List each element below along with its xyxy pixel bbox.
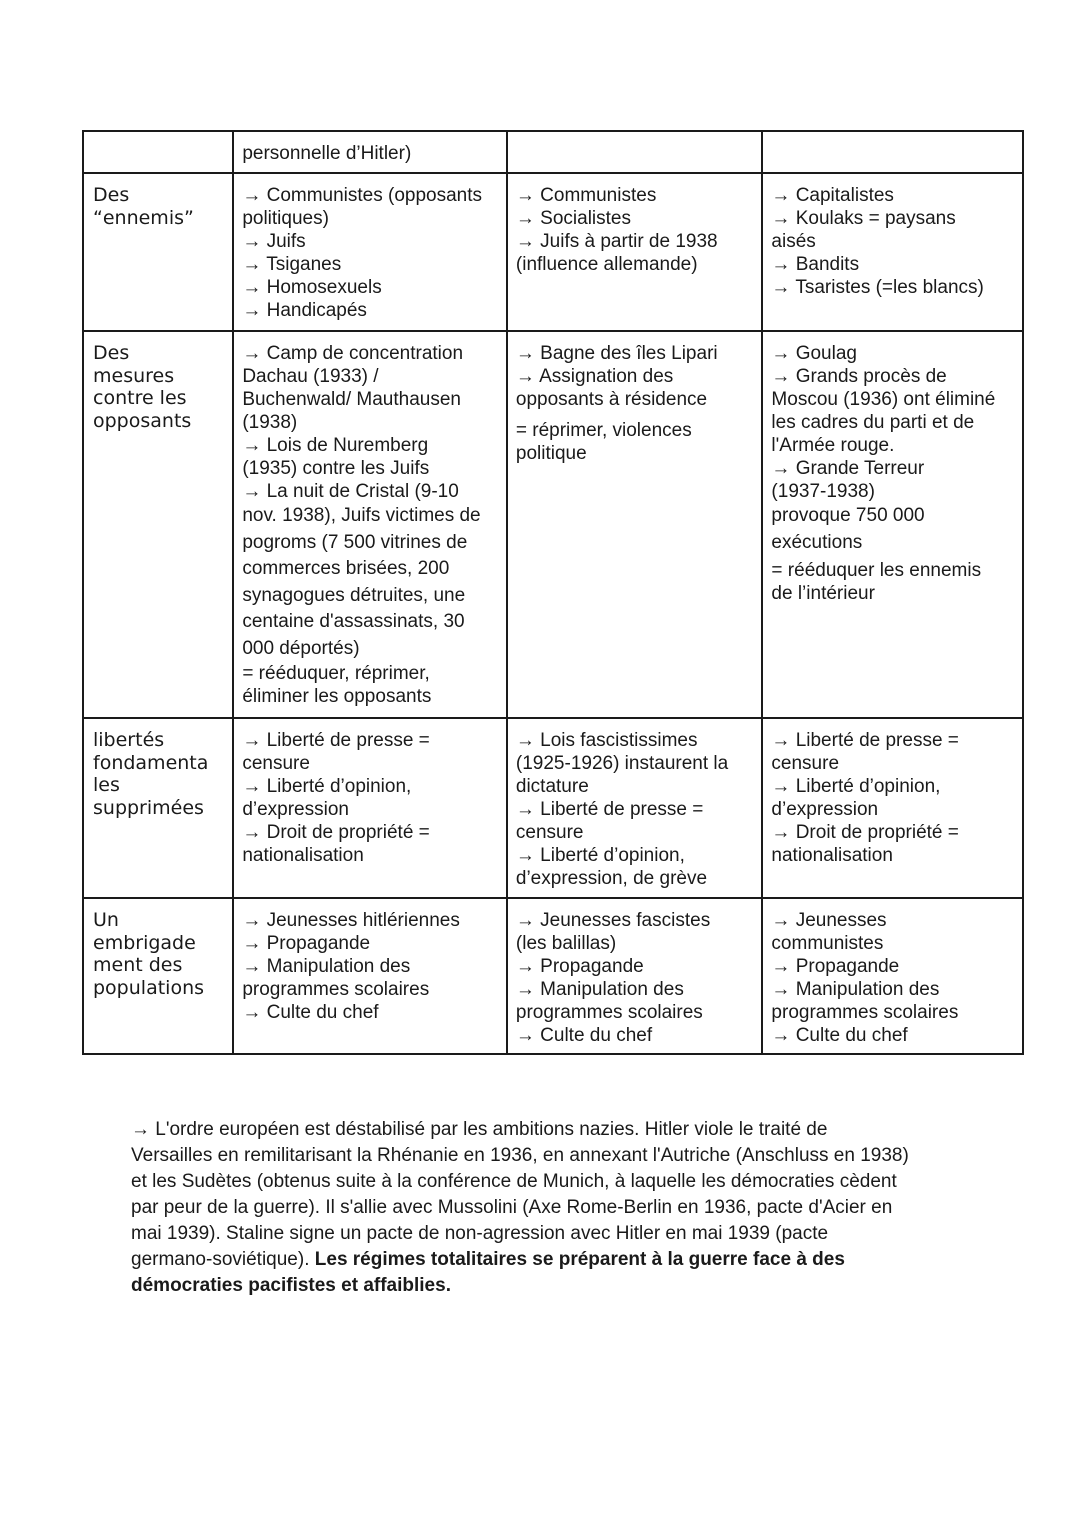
cell-text-line: d’expression (771, 799, 879, 820)
cell-text-line: pogroms (7 500 vitrines de (242, 531, 468, 553)
cell-text-line: → Grands procès de (771, 366, 947, 387)
cell-text-line: → Koulaks = paysans (771, 208, 956, 229)
cell-text-line: aisés (771, 231, 816, 252)
cell-text-line: → Propagande (771, 956, 900, 977)
cell-text-line: censure (242, 753, 310, 774)
cell-text-line: Un (93, 909, 119, 931)
cell-text-line: → Liberté de presse = (242, 730, 430, 751)
cell-text-line: → Culte du chef (242, 1002, 379, 1023)
conclusion-emphasis: Les régimes totalitaires se préparent à la guerre face à des (314, 1249, 845, 1270)
cell-text-line: dictature (515, 776, 589, 797)
conclusion-text: germano-soviétique). (131, 1249, 315, 1270)
conclusion-paragraph (131, 1117, 1011, 1299)
nazi-cell (233, 718, 507, 898)
table-row (83, 173, 1023, 331)
cell-text-line: Buchenwald/ Mauthausen (242, 389, 461, 410)
row-header-cell (83, 331, 233, 718)
cell-text-line: → Manipulation des (771, 979, 940, 1000)
cell-text-line: → Droit de propriété = (242, 822, 430, 843)
cell-text-line: (1925-1926) instaurent la (515, 753, 729, 774)
cell-text-line: → Manipulation des (242, 956, 411, 977)
conclusion-line (131, 1247, 1011, 1273)
nazi-cell (233, 131, 507, 173)
cell-text-line: → Culte du chef (515, 1025, 653, 1046)
cell-text-line: de l’intérieur (771, 583, 875, 604)
cell-text-line: les (93, 774, 120, 796)
table-row (83, 718, 1023, 898)
cell-text-line: → Liberté d’opinion, (771, 776, 941, 797)
cell-text-line: → Grande Terreur (771, 458, 925, 479)
cell-text-line: opposants (93, 409, 192, 432)
cell-text-line: → Droit de propriété = (771, 822, 959, 843)
cell-text-line: supprimées (93, 796, 204, 819)
row-header-cell (83, 131, 233, 173)
cell-text-line: Dachau (1933) / (242, 366, 379, 387)
cell-text-line: = réprimer, violences (515, 420, 692, 441)
cell-text-line: → Liberté d’opinion, (515, 845, 685, 866)
row-header-cell (83, 718, 233, 898)
fascist-cell (507, 898, 763, 1054)
cell-text-line: censure (515, 822, 584, 843)
cell-text-line: → Tsaristes (=les blancs) (771, 277, 984, 298)
cell-text-line: Des (93, 342, 130, 364)
table-row (83, 898, 1023, 1054)
cell-text-line: nov. 1938), Juifs victimes de (242, 505, 481, 526)
cell-text-line: embrigade (93, 931, 196, 954)
cell-text-line: (les balillas) (515, 933, 617, 954)
cell-text-line: = rééduquer, réprimer, (242, 663, 430, 684)
cell-text-line: → Propagande (515, 956, 644, 977)
cell-text-line: “ennemis” (93, 206, 194, 229)
cell-text-line: ment des (93, 954, 183, 976)
cell-text-line: → Communistes (515, 185, 657, 206)
fascist-cell (507, 131, 763, 173)
cell-text-line: politique (515, 443, 587, 464)
cell-text-line: programmes scolaires (515, 1002, 703, 1023)
cell-text-line: éliminer les opposants (242, 686, 432, 707)
cell-text-line: commerces brisées, 200 (242, 558, 450, 579)
cell-text-line: personnelle d’Hitler) (242, 143, 412, 164)
cell-text-line: communistes (771, 933, 884, 954)
row-header-cell (83, 898, 233, 1054)
fascist-cell (507, 718, 763, 898)
soviet-cell (762, 898, 1023, 1054)
cell-text-line: synagogues détruites, une (242, 584, 466, 606)
cell-text-line: populations (93, 976, 205, 999)
cell-text-line: → Capitalistes (771, 185, 894, 206)
comparison-table (82, 130, 1024, 1055)
cell-text-line: → Jeunesses hitlériennes (242, 910, 460, 931)
cell-text-line: → Lois fascistissimes (515, 730, 698, 751)
cell-text-line: nationalisation (242, 845, 364, 866)
conclusion-line: Versailles en remilitarisant la Rhénanie en 1936, en annexant l'Autriche (Anschluss en 1938) (131, 1145, 909, 1166)
cell-text-line: → Bagne des îles Lipari (515, 343, 718, 364)
cell-text-line: libertés (93, 729, 165, 751)
table-row (83, 131, 1023, 173)
cell-text-line: → Juifs (242, 231, 306, 252)
cell-text-line: programmes scolaires (242, 979, 430, 1000)
conclusion-line: → L'ordre européen est déstabilisé par les ambitions nazies. Hitler viole le traité de (131, 1119, 828, 1140)
nazi-cell (233, 173, 507, 331)
cell-text-line: → Handicapés (242, 300, 367, 321)
table-row (83, 331, 1023, 718)
cell-text-line: 000 déportés) (242, 637, 360, 659)
cell-text-line: → La nuit de Cristal (9-10 (242, 481, 459, 502)
cell-text-line: → Propagande (242, 933, 371, 954)
row-header-cell (83, 173, 233, 331)
soviet-cell (762, 331, 1023, 718)
nazi-cell (233, 898, 507, 1054)
cell-text-line: programmes scolaires (771, 1002, 959, 1023)
cell-text-line: = rééduquer les ennemis (771, 560, 982, 581)
nazi-cell (233, 331, 507, 718)
fascist-cell (507, 331, 763, 718)
soviet-cell (762, 173, 1023, 331)
cell-text-line: → Tsiganes (242, 254, 342, 275)
cell-text-line: censure (771, 753, 840, 774)
cell-text-line: opposants à résidence (515, 389, 708, 410)
cell-text-line: → Assignation des (515, 366, 674, 387)
cell-text-line: politiques) (242, 208, 329, 229)
cell-text-line: mesures (93, 364, 175, 387)
conclusion-line: et les Sudètes (obtenus suite à la conférence de Munich, à laquelle les démocraties cèdent (131, 1171, 897, 1192)
cell-text-line: les cadres du parti et de (771, 412, 975, 433)
cell-text-line: contre les (93, 387, 187, 409)
cell-text-line: → Communistes (opposants (242, 185, 483, 206)
cell-text-line: centaine d'assassinats, 30 (242, 611, 465, 632)
cell-text-line: d’expression (242, 799, 349, 820)
cell-text-line: → Goulag (771, 343, 857, 364)
cell-text-line: → Jeunesses (771, 910, 887, 931)
cell-text-line: provoque 750 000 (771, 505, 925, 526)
cell-text-line: d’expression, de grève (515, 868, 708, 889)
cell-text-line: → Camp de concentration (242, 343, 464, 364)
cell-text-line: → Juifs à partir de 1938 (515, 231, 718, 252)
cell-text-line: Des (93, 184, 130, 206)
cell-text-line: (1938) (242, 412, 298, 433)
cell-text-line: → Homosexuels (242, 277, 382, 298)
cell-text-line: → Lois de Nuremberg (242, 435, 429, 456)
cell-text-line: → Culte du chef (771, 1025, 908, 1046)
cell-text-line: → Liberté d’opinion, (242, 776, 412, 797)
conclusion-line: mai 1939). Staline signe un pacte de non-agression avec Hitler en mai 1939 (pacte (131, 1223, 829, 1244)
cell-text-line: → Jeunesses fascistes (515, 910, 711, 931)
cell-text-line: → Liberté de presse = (515, 799, 704, 820)
soviet-cell (762, 131, 1023, 173)
conclusion-line: par peur de la guerre). Il s'allie avec Mussolini (Axe Rome-Berlin en 1936, pacte d'Acier en (131, 1197, 893, 1218)
cell-text-line: (influence allemande) (515, 254, 698, 275)
cell-text-line: nationalisation (771, 845, 893, 866)
cell-text-line: (1935) contre les Juifs (242, 458, 430, 479)
cell-text-line: → Liberté de presse = (771, 730, 959, 751)
cell-text-line: Moscou (1936) ont éliminé (771, 389, 996, 410)
cell-text-line: → Socialistes (515, 208, 631, 229)
cell-text-line: exécutions (771, 531, 863, 553)
cell-text-line: (1937-1938) (771, 481, 875, 502)
conclusion-emphasis: démocraties pacifistes et affaiblies. (131, 1275, 451, 1296)
cell-text-line: → Manipulation des (515, 979, 684, 1000)
cell-text-line: fondamenta (93, 751, 209, 774)
cell-text-line: → Bandits (771, 254, 860, 275)
cell-text-line: l'Armée rouge. (771, 435, 895, 456)
soviet-cell (762, 718, 1023, 898)
fascist-cell (507, 173, 763, 331)
